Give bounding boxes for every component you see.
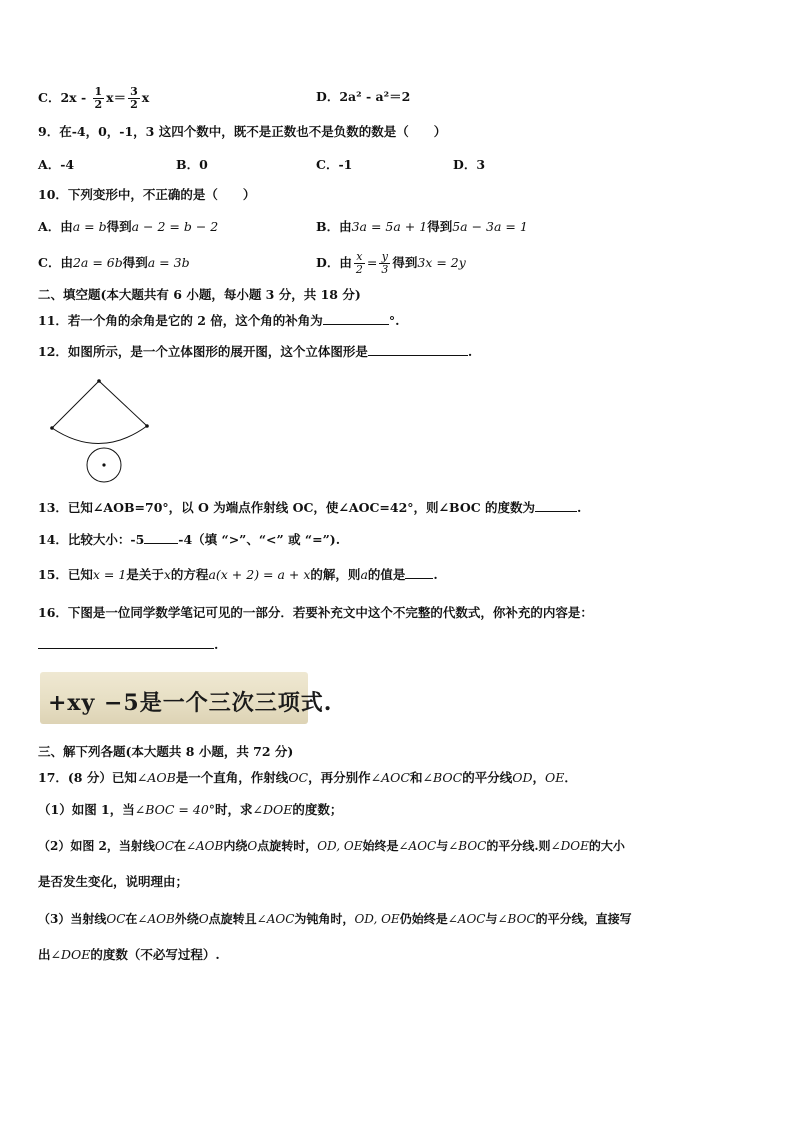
q10-b-pre: B．由	[316, 219, 352, 234]
q8-c-expr-c: x	[141, 90, 150, 105]
fraction-denominator: 2	[130, 98, 138, 111]
q8-c-label: C．	[38, 90, 61, 105]
q10-b-math-2: 5a − 3a = 1	[452, 219, 528, 234]
q10-option-c	[38, 254, 190, 272]
q10-a-pre: A．由	[38, 219, 73, 234]
q17-p1-post: 的度数；	[292, 802, 343, 817]
q17-p3-math-7: ∠BOC	[497, 912, 536, 926]
q9-option-d: D．3	[453, 157, 486, 172]
q8-c-expr-a: 2x -	[60, 90, 91, 105]
q9-stem: 9．在-4，0，-1，3 这四个数中，既不是正数也不是负数的数是（ ）	[38, 124, 447, 139]
q17-l1-math-6: OE	[545, 770, 565, 785]
q17-stem	[38, 769, 577, 787]
q10-d-math-2: 3x = 2y	[417, 255, 466, 270]
q17-l1-mid-3: 和	[409, 770, 423, 785]
q17-p2-math-3: O	[247, 839, 258, 853]
q10-d-fraction-2	[379, 251, 390, 276]
q17-part-2	[38, 837, 625, 855]
q13-text: 13．已知∠AOB=70°，以 O 为端点作射线 OC，使∠AOC=42°，则∠BOC 的度数为	[38, 500, 536, 515]
fraction-numerator: 1	[94, 85, 103, 98]
fraction-denominator: 2	[355, 263, 363, 276]
q8-c-expr-b: x＝	[106, 90, 127, 105]
cone-net-figure	[40, 372, 180, 502]
q11-tail: °.	[388, 313, 400, 328]
answer-blank	[405, 566, 433, 579]
q15-math-4: a	[360, 567, 368, 582]
q17-p1-pre: （1）如图 1，当	[38, 802, 135, 817]
q17-p2-math-1: OC	[154, 839, 174, 853]
q17-l1-math-3: ∠AOC	[370, 770, 410, 785]
q11	[38, 312, 399, 330]
q10-a-mid: 得到	[106, 219, 132, 234]
q17-p2-mid-2: 内绕	[223, 839, 248, 853]
q17-l1-math-5: OD	[512, 770, 533, 785]
q17-part-2-line-2: 是否发生变化，说明理由；	[38, 874, 189, 889]
section-2-heading: 二、填空题(本大题共有 6 小题，每小题 3 分，共 18 分)	[38, 287, 361, 302]
q17-p3-math-3: O	[198, 912, 209, 926]
sector-right-dot	[145, 424, 149, 428]
q17-p3-mid-1: 在	[125, 912, 138, 926]
sector-left-dot	[50, 426, 54, 430]
q9-option-b: B．0	[176, 157, 208, 172]
q15-post: 的值是	[367, 567, 406, 582]
base-center-dot	[102, 463, 105, 466]
q13	[38, 499, 581, 517]
answer-blank	[38, 636, 214, 649]
q17-p3-pre: （3）当射线	[38, 912, 107, 926]
q10-b-mid: 得到	[427, 219, 453, 234]
q17-p1-math-2: ∠DOE	[252, 802, 293, 817]
q10-option-d	[316, 251, 466, 276]
q17-part-3	[38, 910, 632, 928]
sector-right-radius	[99, 381, 147, 426]
q17-p3-mid-4: 为钝角时，	[294, 912, 355, 926]
q17-p3-post: 的平分线，直接写	[535, 912, 632, 926]
q17-l1-math-1: ∠AOB	[136, 770, 176, 785]
q17-part-1	[38, 801, 342, 819]
q10-c-pre: C．由	[38, 255, 73, 270]
q15-math-1: x = 1	[92, 567, 127, 582]
fraction-numerator: 3	[130, 85, 138, 98]
q17-p2-mid-5: 与	[436, 839, 449, 853]
q10-d-equals: =	[366, 255, 378, 270]
q16-answer-line	[38, 636, 218, 654]
q17-p3-mid-2: 外绕	[174, 912, 199, 926]
notebook-snippet-image	[40, 672, 333, 724]
q13-tail: .	[577, 500, 582, 515]
q17-l1-mid-2: ，再分别作	[308, 770, 371, 785]
q15-pre: 15．已知	[38, 567, 93, 582]
answer-blank	[368, 343, 468, 356]
q8-option-c	[38, 86, 149, 111]
q17-p3-line2-post: 的度数（不必写过程）.	[90, 947, 220, 962]
answer-blank	[535, 499, 577, 512]
q10-d-mid: 得到	[392, 255, 418, 270]
answer-blank	[144, 531, 178, 544]
q17-l1-mid-4: 的平分线	[462, 770, 513, 785]
q17-p2-math-2: ∠AOB	[185, 839, 224, 853]
q17-l1-math-2: OC	[288, 770, 309, 785]
q17-p3-math-4: ∠AOC	[256, 912, 295, 926]
q17-p2-mid-4: 始终是	[362, 839, 399, 853]
q17-p2-math-7: ∠DOE	[550, 839, 589, 853]
q17-p1-math-1: ∠BOC = 40°	[134, 802, 216, 817]
q17-p3-math-2: ∠AOB	[137, 912, 175, 926]
q10-b-math-1: 3a = 5a + 1	[351, 219, 428, 234]
q17-p3-mid-5: 仍始终是	[399, 912, 448, 926]
q17-p3-mid-3: 点旋转且	[208, 912, 257, 926]
q10-c-math-2: a = 3b	[147, 255, 190, 270]
q10-c-mid: 得到	[122, 255, 148, 270]
q15-tail: .	[433, 567, 438, 582]
sector-left-radius	[52, 381, 99, 428]
q14	[38, 531, 340, 549]
q15-math-2: x	[163, 567, 171, 582]
fraction-denominator: 2	[94, 98, 103, 111]
q17-p2-mid-3: 点旋转时，	[257, 839, 318, 853]
q17-p3-math-5: OD, OE	[354, 912, 400, 926]
q10-c-math-1: 2a = 6b	[72, 255, 123, 270]
q17-p3-mid-6: 与	[485, 912, 498, 926]
fraction-numerator: y	[379, 251, 390, 264]
q9-option-a: A．-4	[38, 157, 75, 172]
q16-text: 16．下图是一位同学数学笔记可见的一部分．若要补充文中这个不完整的代数式，你补充的内容是：	[38, 605, 593, 620]
q15-mid-1: 是关于	[126, 567, 164, 582]
q17-l1-math-4: ∠BOC	[422, 770, 463, 785]
q8-option-d: D．2a² - a²＝2	[316, 89, 411, 104]
q17-p3-line2-math: ∠DOE	[50, 947, 91, 962]
q17-p3-math-6: ∠AOC	[447, 912, 486, 926]
q10-option-a	[38, 218, 218, 236]
q14-post: -4（填 “>”、“<” 或 “=”).	[178, 532, 341, 547]
sector-apex-dot	[97, 379, 101, 383]
q17-p2-math-4: OD, OE	[317, 839, 363, 853]
q15-math-3: a(x + 2) = a + x	[208, 567, 311, 582]
q17-p2-mid-6: 的平分线.则	[486, 839, 551, 853]
sector-arc	[52, 426, 147, 444]
fraction-numerator: x	[354, 251, 365, 264]
answer-blank	[323, 312, 389, 325]
q8-c-fraction-2	[128, 86, 140, 111]
q12-tail: .	[467, 344, 473, 359]
q10-d-fraction-1	[354, 251, 365, 276]
q17-p2-pre: （2）如图 2，当射线	[38, 839, 155, 853]
notebook-snippet-text: +xy −5是一个三次三项式.	[48, 690, 333, 716]
q10-a-math-1: a = b	[72, 219, 107, 234]
section-3-heading: 三、解下列各题(本大题共 8 小题，共 72 分)	[38, 744, 294, 759]
q16-tail: .	[214, 637, 219, 652]
q17-l1-post: ．	[564, 770, 577, 785]
q12	[38, 343, 472, 361]
q15-mid-2: 的方程	[170, 567, 209, 582]
q17-l1-mid-1: 是一个直角，作射线	[175, 770, 289, 785]
q9-option-c: C．-1	[316, 157, 353, 172]
q8-c-fraction-1	[93, 86, 105, 111]
q10-stem: 10．下列变形中，不正确的是（ ）	[38, 187, 256, 202]
q17-p3-math-1: OC	[106, 912, 126, 926]
q17-l1-pre: 17．(8 分）已知	[38, 770, 137, 785]
q17-p2-math-6: ∠BOC	[448, 839, 487, 853]
q17-p1-mid: 时，求	[215, 802, 253, 817]
q11-text: 11．若一个角的余角是它的 2 倍，这个角的补角为	[38, 313, 323, 328]
q17-p2-math-5: ∠AOC	[398, 839, 437, 853]
q12-text: 12．如图所示，是一个立体图形的展开图，这个立体图形是	[38, 344, 368, 359]
q10-d-pre: D．由	[316, 255, 352, 270]
q15-mid-3: 的解，则	[310, 567, 361, 582]
q17-p2-post: 的大小	[588, 839, 625, 853]
q17-p3-line2-pre: 出	[38, 947, 51, 962]
q17-l1-mid-5: ，	[532, 770, 546, 785]
q10-option-b	[316, 218, 528, 236]
q17-part-3-line-2	[38, 946, 220, 964]
q17-p2-mid-1: 在	[173, 839, 186, 853]
q14-pre: 14．比较大小：-5	[38, 532, 145, 547]
fraction-denominator: 3	[381, 263, 389, 276]
q15	[38, 566, 438, 584]
q10-a-math-2: a − 2 = b − 2	[131, 219, 219, 234]
